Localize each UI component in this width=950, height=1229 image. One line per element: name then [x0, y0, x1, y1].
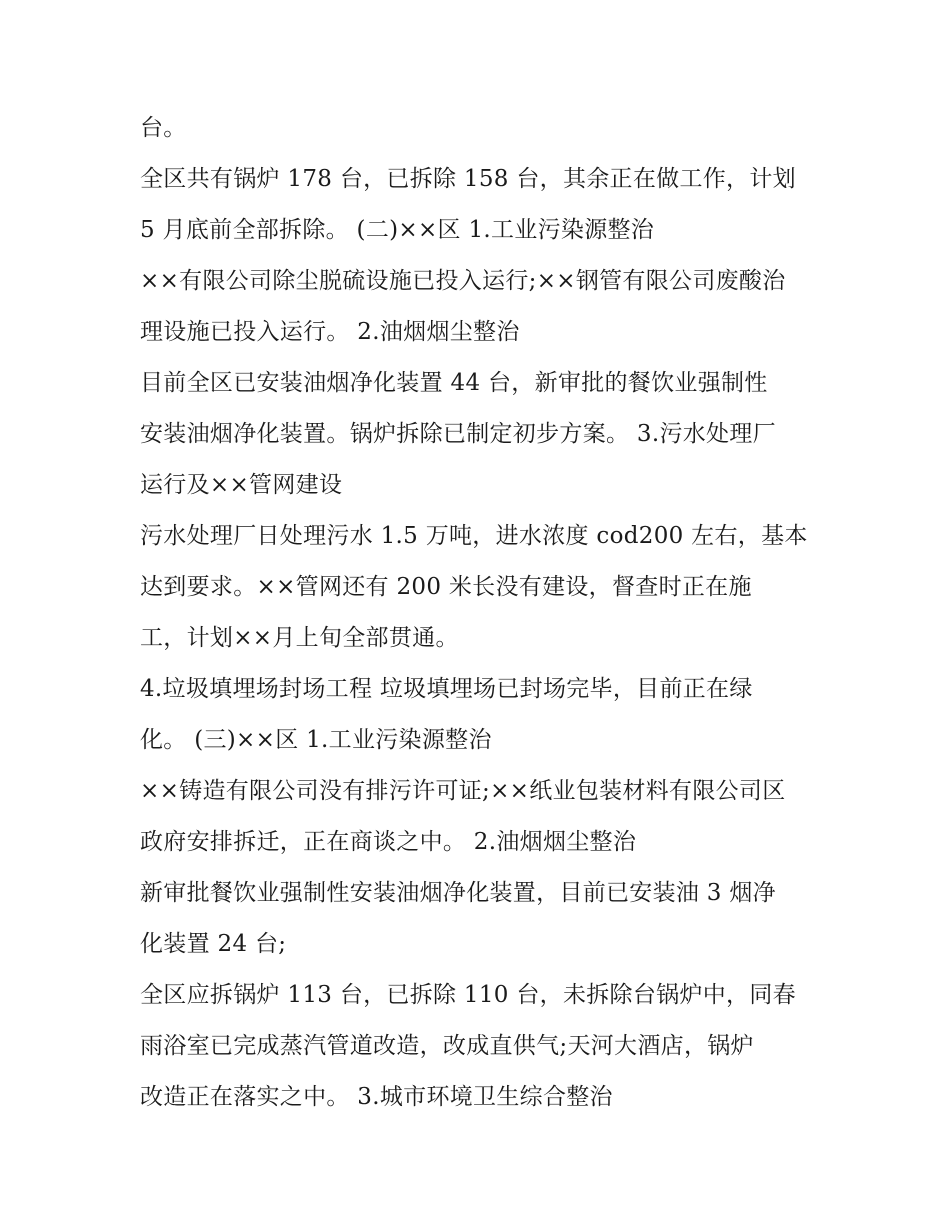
text-line: 改造正在落实之中。 3.城市环境卫生综合整治 [140, 1084, 613, 1110]
text-line: ××铸造有限公司没有排污许可证;××纸业包装材料有限公司区 [140, 778, 786, 804]
text-line: 工，计划××月上旬全部贯通。 [140, 625, 459, 651]
text-line: 安装油烟净化装置。锅炉拆除已制定初步方案。 3.污水处理厂 [140, 421, 776, 447]
text-line: 政府安排拆迁，正在商谈之中。 2.油烟烟尘整治 [140, 829, 637, 855]
text-line: 运行及××管网建设 [140, 472, 343, 498]
text-line: 新审批餐饮业强制性安装油烟净化装置，目前已安装油 3 烟净 [140, 880, 776, 906]
text-line: 化。 (三)××区 1.工业污染源整治 [140, 727, 492, 753]
text-line: 目前全区已安装油烟净化装置 44 台，新审批的餐饮业强制性 [140, 370, 768, 396]
text-line: 污水处理厂日处理污水 1.5 万吨，进水浓度 cod200 左右，基本 [140, 523, 808, 549]
text-line: 5 月底前全部拆除。 (二)××区 1.工业污染源整治 [140, 217, 655, 243]
text-line: ××有限公司除尘脱硫设施已投入运行;××钢管有限公司废酸治 [140, 268, 786, 294]
text-line: 达到要求。××管网还有 200 米长没有建设，督查时正在施 [140, 574, 752, 600]
text-line: 雨浴室已完成蒸汽管道改造，改成直供气;天河大酒店，锅炉 [140, 1033, 754, 1059]
text-line: 全区共有锅炉 178 台，已拆除 158 台，其余正在做工作，计划 [140, 166, 796, 192]
text-line: 台。 [140, 115, 187, 141]
text-line: 全区应拆锅炉 113 台，已拆除 110 台，未拆除台锅炉中，同春 [140, 982, 796, 1008]
text-line: 理设施已投入运行。 2.油烟烟尘整治 [140, 319, 520, 345]
text-line: 4.垃圾填埋场封场工程 垃圾填埋场已封场完毕，目前正在绿 [140, 676, 753, 702]
text-line: 化装置 24 台; [140, 931, 287, 957]
